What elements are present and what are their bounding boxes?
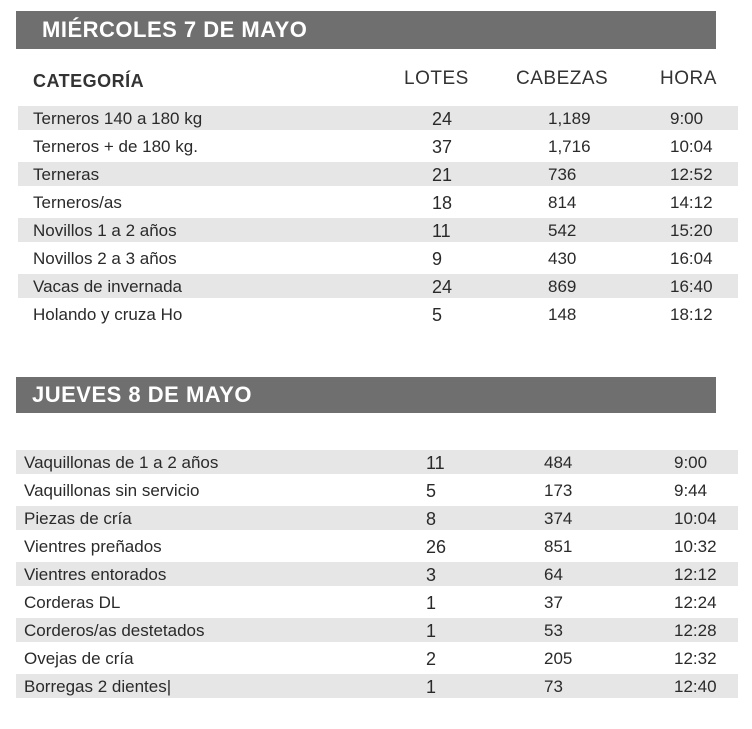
cell-hora: 12:52 bbox=[670, 165, 713, 184]
cell-cabezas: 851 bbox=[544, 537, 573, 556]
cell-categoria: Corderos/as destetados bbox=[24, 621, 205, 640]
cell-categoria: Novillos 1 a 2 años bbox=[33, 221, 177, 240]
day1-title: MIÉRCOLES 7 DE MAYO bbox=[42, 17, 308, 42]
cell-categoria: Vaquillonas sin servicio bbox=[24, 481, 200, 500]
table-row bbox=[18, 162, 738, 186]
table-row bbox=[16, 450, 738, 474]
cell-categoria: Vientres entorados bbox=[24, 565, 167, 584]
cell-lotes: 5 bbox=[432, 305, 443, 325]
table-row bbox=[18, 218, 738, 242]
cell-lotes: 26 bbox=[426, 537, 447, 557]
cell-categoria: Corderas DL bbox=[24, 593, 121, 612]
cell-lotes: 2 bbox=[426, 649, 437, 669]
cell-cabezas: 1,716 bbox=[548, 137, 591, 156]
cell-cabezas: 148 bbox=[548, 305, 577, 324]
cell-hora: 12:12 bbox=[674, 565, 717, 584]
cell-categoria: Terneros + de 180 kg. bbox=[33, 137, 198, 156]
cell-lotes: 11 bbox=[426, 453, 445, 473]
cell-cabezas: 374 bbox=[544, 509, 573, 528]
cell-lotes: 1 bbox=[426, 593, 437, 613]
cell-hora: 18:12 bbox=[670, 305, 713, 324]
cell-cabezas: 173 bbox=[544, 481, 573, 500]
cell-hora: 15:20 bbox=[670, 221, 713, 240]
cell-cabezas: 736 bbox=[548, 165, 577, 184]
cell-categoria: Piezas de cría bbox=[24, 509, 132, 528]
cell-cabezas: 814 bbox=[548, 193, 577, 212]
cell-cabezas: 53 bbox=[544, 621, 563, 640]
table-row bbox=[16, 646, 738, 670]
table-row bbox=[18, 190, 738, 214]
cell-categoria: Terneros/as bbox=[33, 193, 122, 212]
cell-lotes: 37 bbox=[432, 137, 453, 157]
cell-lotes: 9 bbox=[432, 249, 443, 269]
table-row bbox=[18, 134, 738, 158]
cell-categoria: Terneras bbox=[33, 165, 100, 184]
cell-lotes: 1 bbox=[426, 621, 437, 641]
cell-lotes: 24 bbox=[432, 109, 453, 129]
cell-categoria: Ovejas de cría bbox=[24, 649, 134, 668]
cell-hora: 14:12 bbox=[670, 193, 713, 212]
cell-hora: 9:00 bbox=[674, 453, 708, 472]
cell-cabezas: 205 bbox=[544, 649, 573, 668]
table-row bbox=[16, 618, 738, 642]
cell-lotes: 18 bbox=[432, 193, 453, 213]
table-row bbox=[16, 562, 738, 586]
cell-hora: 12:32 bbox=[674, 649, 717, 668]
cell-hora: 10:04 bbox=[674, 509, 717, 528]
cell-cabezas: 37 bbox=[544, 593, 563, 612]
cell-lotes: 11 bbox=[432, 221, 451, 241]
cell-hora: 9:44 bbox=[674, 481, 708, 500]
table-row bbox=[16, 674, 738, 698]
cell-lotes: 21 bbox=[432, 165, 453, 185]
cell-lotes: 8 bbox=[426, 509, 437, 529]
cell-cabezas: 73 bbox=[544, 677, 563, 696]
cell-hora: 10:32 bbox=[674, 537, 717, 556]
cell-categoria: Vaquillonas de 1 a 2 años bbox=[24, 453, 219, 472]
cell-lotes: 24 bbox=[432, 277, 453, 297]
day2-title: JUEVES 8 DE MAYO bbox=[32, 382, 252, 407]
cell-hora: 12:28 bbox=[674, 621, 717, 640]
cell-cabezas: 542 bbox=[548, 221, 577, 240]
header-cabezas: CABEZAS bbox=[516, 68, 609, 89]
table-row bbox=[18, 302, 738, 326]
cell-cabezas: 64 bbox=[544, 565, 563, 584]
cell-cabezas: 1,189 bbox=[548, 109, 591, 128]
header-lotes: LOTES bbox=[404, 68, 469, 89]
cell-hora: 9:00 bbox=[670, 109, 704, 128]
cell-cabezas: 869 bbox=[548, 277, 577, 296]
table-row bbox=[16, 534, 738, 558]
cell-cabezas: 430 bbox=[548, 249, 577, 268]
cell-categoria: Terneros 140 a 180 kg bbox=[33, 109, 203, 128]
table-row bbox=[16, 478, 738, 502]
cell-categoria: Vientres preñados bbox=[24, 537, 162, 556]
cell-categoria: Novillos 2 a 3 años bbox=[33, 249, 177, 268]
cell-hora: 12:40 bbox=[674, 677, 717, 696]
cell-hora: 12:24 bbox=[674, 593, 717, 612]
cell-hora: 10:04 bbox=[670, 137, 713, 156]
cell-lotes: 1 bbox=[426, 677, 437, 697]
header-hora: HORA bbox=[660, 68, 717, 89]
table-row bbox=[16, 506, 738, 530]
cell-categoria: Holando y cruza Ho bbox=[33, 305, 183, 324]
table-row bbox=[18, 274, 738, 298]
day1-header bbox=[16, 11, 716, 49]
cell-categoria: Borregas 2 dientes| bbox=[24, 677, 172, 696]
cell-cabezas: 484 bbox=[544, 453, 573, 472]
cell-lotes: 3 bbox=[426, 565, 437, 585]
cell-lotes: 5 bbox=[426, 481, 437, 501]
table-row bbox=[16, 590, 738, 614]
day2-header bbox=[16, 377, 716, 413]
table-row bbox=[18, 106, 738, 130]
cell-hora: 16:04 bbox=[670, 249, 713, 268]
header-categoria: CATEGORÍA bbox=[33, 71, 145, 91]
table-row bbox=[18, 246, 738, 270]
cell-hora: 16:40 bbox=[670, 277, 713, 296]
cell-categoria: Vacas de invernada bbox=[33, 277, 183, 296]
